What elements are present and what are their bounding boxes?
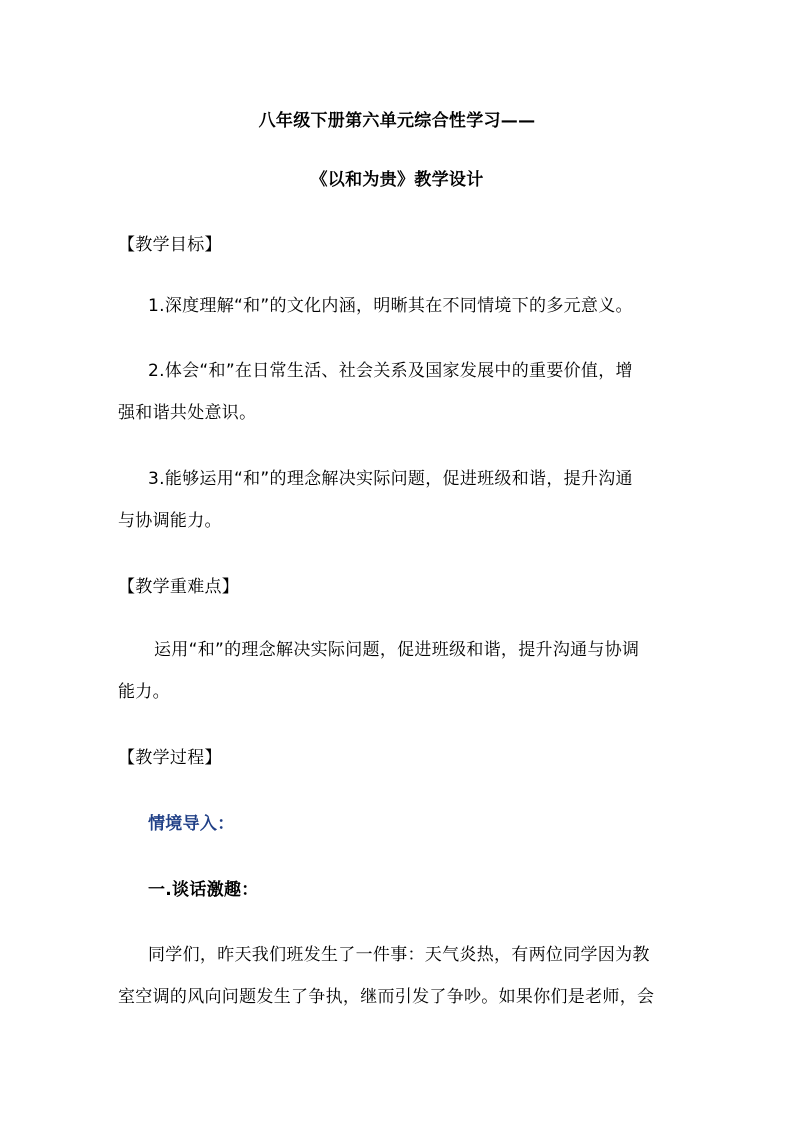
- goal-3-line-1: 3.能够运用“和”的理念解决实际问题，促进班级和谐，提升沟通: [148, 469, 633, 489]
- sub-heading-1: 一.谈话激趣：: [148, 880, 259, 900]
- intro-heading: 情境导入：: [148, 814, 235, 834]
- title-line-2: 《以和为贵》教学设计: [310, 170, 484, 190]
- goal-2-line-1: 2.体会“和”在日常生活、社会关系及国家发展中的重要价值，增: [148, 361, 633, 381]
- section-heading-process: 【教学过程】: [118, 748, 222, 768]
- paragraph-1-line-2: 室空调的风向问题发生了争执，继而引发了争吵。如果你们是老师，会: [118, 987, 655, 1007]
- key-points-line-1: 运用“和”的理念解决实际问题，促进班级和谐，提升沟通与协调: [154, 640, 640, 660]
- goal-3-line-2: 与协调能力。: [118, 511, 222, 531]
- goal-2-line-2: 强和谐共处意识。: [118, 403, 257, 423]
- paragraph-1-line-1: 同学们，昨天我们班发生了一件事：天气炎热，有两位同学因为教: [148, 945, 650, 965]
- section-heading-goals: 【教学目标】: [118, 235, 222, 255]
- section-heading-key-points: 【教学重难点】: [118, 577, 240, 597]
- title-line-1: 八年级下册第六单元综合性学习——: [258, 111, 536, 131]
- key-points-line-2: 能力。: [118, 682, 170, 702]
- goal-1: 1.深度理解“和”的文化内涵，明晰其在不同情境下的多元意义。: [148, 296, 633, 316]
